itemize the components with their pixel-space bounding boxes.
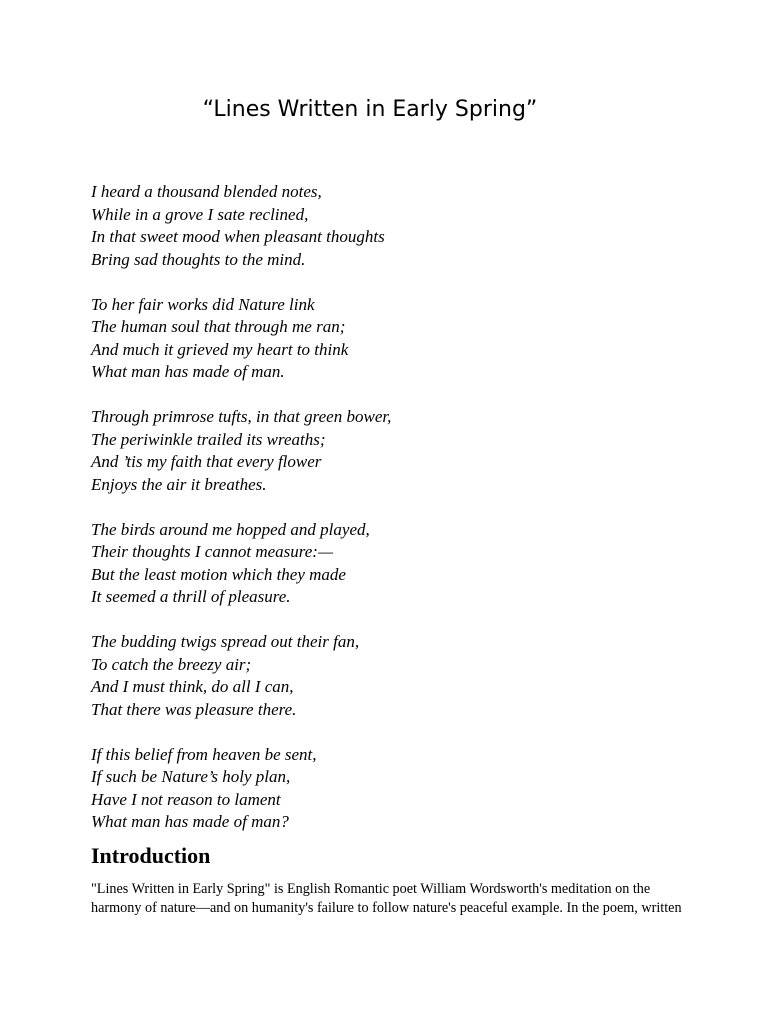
poem-line: Enjoys the air it breathes. [91,474,267,494]
poem-line: If such be Nature’s holy plan, [91,767,291,786]
poem-line: Bring sad thoughts to the mind. [91,249,306,269]
poem-line: To her fair works did Nature link [91,294,315,314]
poem-line: That there was pleasure there. [91,699,297,719]
poem-line: While in a grove I sate reclined, [91,204,309,224]
poem-line: And much it grieved my heart to think [91,339,349,359]
paragraph-line: harmony of nature—and on humanity's failure to follow nature's peaceful example. In the poem, written [91,900,682,916]
paragraph-line: "Lines Written in Early Spring" is English Romantic poet William Wordsworth's meditation on the [91,881,651,897]
stanza [91,294,711,384]
poem-line: Their thoughts I cannot measure:— [91,542,334,561]
poem-line: I heard a thousand blended notes, [91,182,322,201]
poem-line: And I must think, do all I can, [91,677,294,696]
introduction-paragraph [91,880,691,918]
poem-line: But the least motion which they made [91,564,346,584]
poem-title: “Lines Written in Early Spring” [202,97,538,122]
stanza [91,181,711,271]
poem-line: It seemed a thrill of pleasure. [91,587,291,606]
section-heading-introduction: Introduction [91,843,211,868]
stanza [91,406,711,496]
poem-body [91,181,711,856]
stanza [91,519,711,609]
poem-line: The budding twigs spread out their fan, [91,632,360,651]
stanza [91,744,711,834]
poem-line: The birds around me hopped and played, [91,519,370,539]
poem-line: If this belief from heaven be sent, [91,744,317,764]
poem-line: In that sweet mood when pleasant thoughts [91,227,385,246]
poem-line: Through primrose tufts, in that green bower, [91,407,392,426]
stanza [91,631,711,721]
poem-line: Have I not reason to lament [91,789,281,809]
poem-line: To catch the breezy air; [91,654,252,674]
poem-line: The human soul that through me ran; [91,317,346,336]
poem-line: The periwinkle trailed its wreaths; [91,429,326,449]
poem-line: What man has made of man? [91,812,289,831]
poem-line: What man has made of man. [91,362,285,381]
poem-line: And ’tis my faith that every flower [91,452,322,471]
